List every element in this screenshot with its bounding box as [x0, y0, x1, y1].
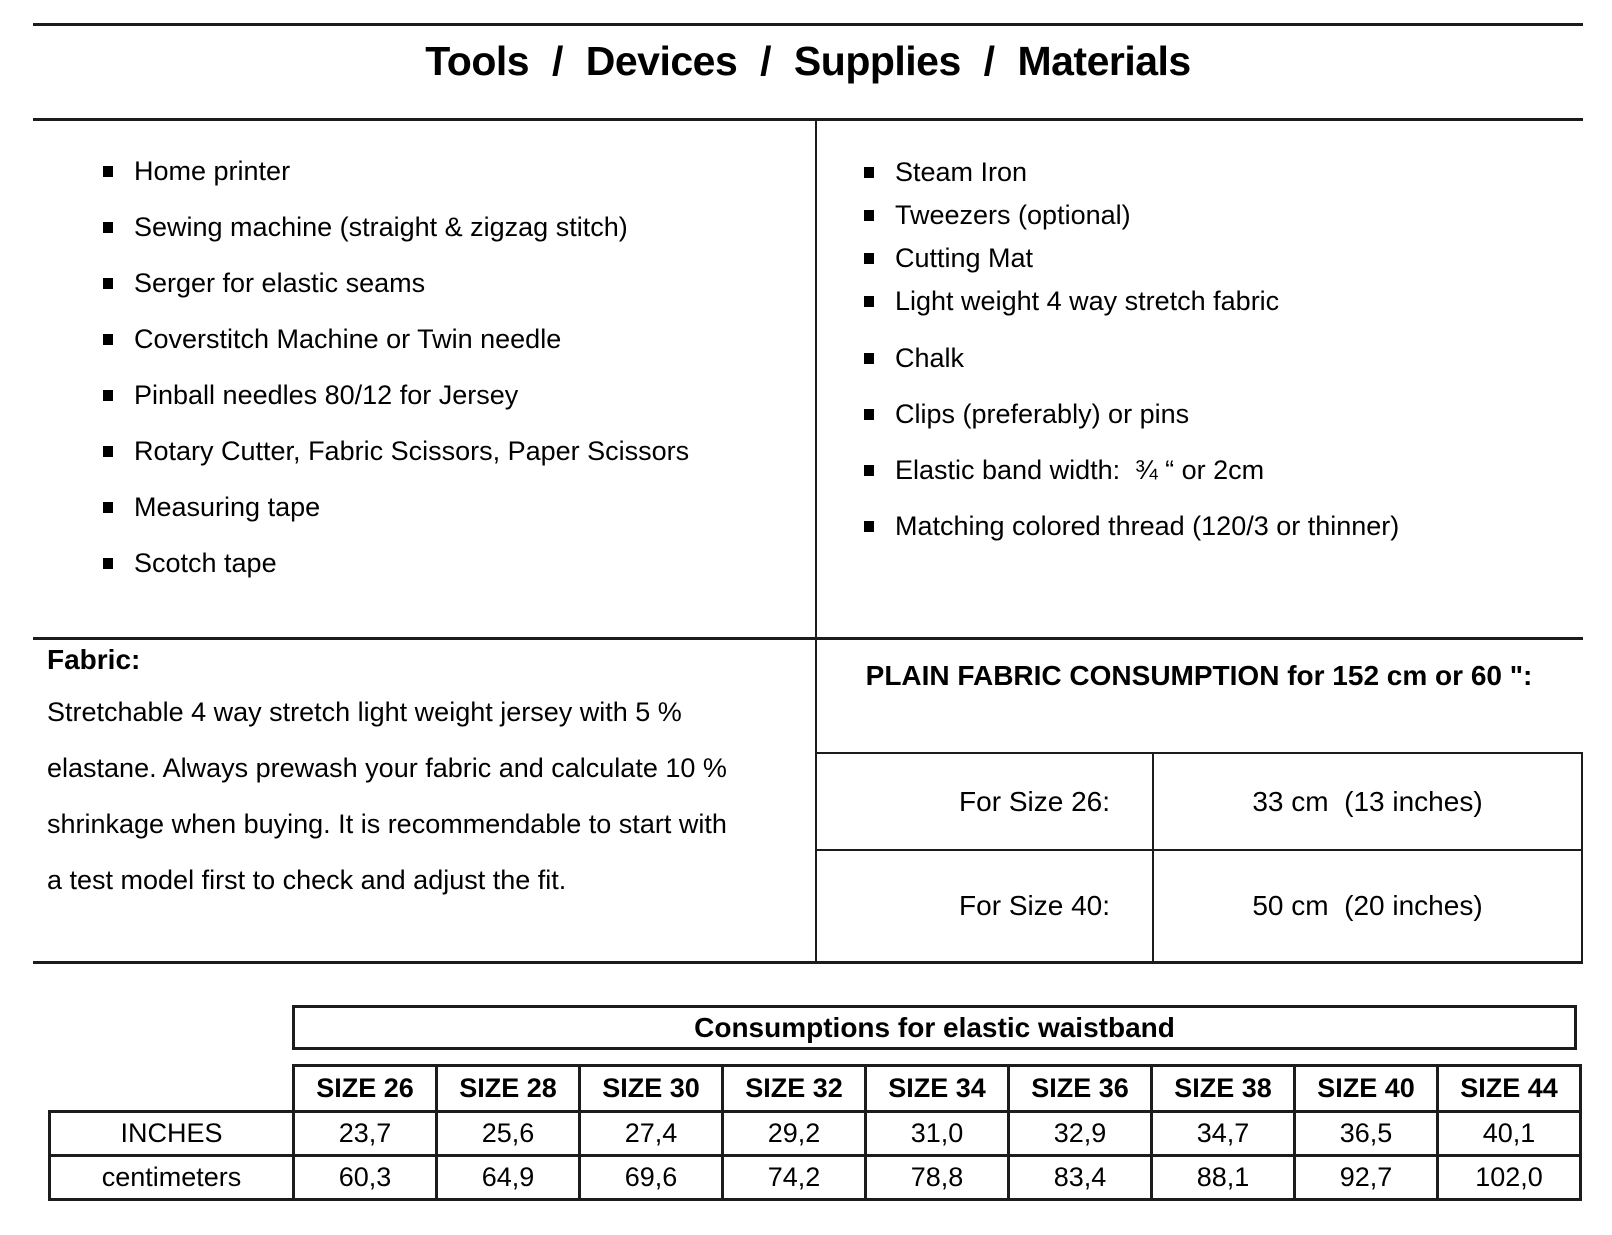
- consumption-row-label: For Size 26:: [817, 754, 1154, 851]
- consumption-row-value: 33 cm (13 inches): [1154, 754, 1581, 851]
- size-header: SIZE 28: [437, 1066, 580, 1112]
- tools-list-left: [103, 143, 689, 591]
- list-item: [103, 423, 689, 479]
- list-item: [864, 498, 1399, 554]
- table-cell: 102,0: [1438, 1156, 1581, 1200]
- table-cell: 88,1: [1152, 1156, 1295, 1200]
- list-item-label: Elastic band width: ¾ “ or 2cm: [895, 454, 1265, 485]
- size-header: SIZE 30: [580, 1066, 723, 1112]
- blank-cell: [50, 1066, 294, 1112]
- list-item-label: Tweezers (optional): [895, 200, 1131, 230]
- size-header: SIZE 44: [1438, 1066, 1581, 1112]
- fabric-description-line: shrinkage when buying. It is recommendable to start with: [47, 808, 727, 839]
- square-bullet-icon: [103, 334, 113, 345]
- list-item: [864, 194, 1279, 237]
- fabric-consumption-table: [815, 752, 1583, 963]
- list-item-label: Measuring tape: [134, 491, 321, 522]
- table-row: [50, 1066, 1581, 1112]
- list-item: [864, 280, 1279, 323]
- list-item: [103, 255, 689, 311]
- row-label: centimeters: [50, 1156, 294, 1200]
- list-item-label: Home printer: [134, 155, 291, 186]
- list-item-label: Steam Iron: [895, 157, 1028, 187]
- list-item: [103, 199, 689, 255]
- waistband-table: [48, 1064, 1582, 1201]
- size-header: SIZE 40: [1295, 1066, 1438, 1112]
- tools-list-right-lower: [864, 330, 1399, 554]
- square-bullet-icon: [864, 210, 874, 221]
- square-bullet-icon: [103, 558, 113, 569]
- table-cell: 23,7: [294, 1112, 437, 1156]
- row-label: INCHES: [50, 1112, 294, 1156]
- square-bullet-icon: [864, 253, 874, 264]
- table-row: [50, 1112, 1581, 1156]
- square-bullet-icon: [103, 166, 113, 177]
- table-cell: 83,4: [1009, 1156, 1152, 1200]
- fabric-heading: Fabric:: [47, 644, 141, 675]
- list-item-label: Rotary Cutter, Fabric Scissors, Paper Scissors: [134, 435, 690, 466]
- square-bullet-icon: [864, 296, 874, 307]
- list-item: [103, 311, 689, 367]
- fabric-consumption-heading: PLAIN FABRIC CONSUMPTION for 152 cm or 60 ":: [865, 660, 1533, 691]
- square-bullet-icon: [103, 446, 113, 457]
- list-item: [864, 386, 1399, 442]
- page-title: Tools / Devices / Supplies / Materials: [425, 38, 1191, 84]
- consumption-row-value: 50 cm (20 inches): [1252, 890, 1483, 921]
- square-bullet-icon: [103, 390, 113, 401]
- table-cell: 27,4: [580, 1112, 723, 1156]
- tools-list-right-upper: [864, 151, 1279, 323]
- table-cell: 36,5: [1295, 1112, 1438, 1156]
- size-header: SIZE 26: [294, 1066, 437, 1112]
- list-item-label: Clips (preferably) or pins: [895, 398, 1190, 429]
- fabric-description-line: elastane. Always prewash your fabric and calculate 10 %: [47, 752, 727, 783]
- rule-under-title: [33, 118, 1583, 121]
- list-item-label: Pinball needles 80/12 for Jersey: [134, 379, 519, 410]
- square-bullet-icon: [103, 222, 113, 233]
- list-item-label: Chalk: [895, 342, 965, 373]
- consumption-row-label: For Size 40:: [817, 851, 1154, 961]
- square-bullet-icon: [864, 167, 874, 178]
- square-bullet-icon: [103, 502, 113, 513]
- rule-top: [33, 23, 1583, 26]
- table-cell: 40,1: [1438, 1112, 1581, 1156]
- list-item: [864, 151, 1279, 194]
- table-cell: 60,3: [294, 1156, 437, 1200]
- list-item-label: Cutting Mat: [895, 243, 1034, 273]
- square-bullet-icon: [103, 278, 113, 289]
- waistband-table-heading: Consumptions for elastic waistband: [292, 1005, 1577, 1050]
- list-item-label: Sewing machine (straight & zigzag stitch): [134, 211, 628, 242]
- list-item-label: Serger for elastic seams: [134, 267, 426, 298]
- fabric-description-line: Stretchable 4 way stretch light weight jersey with 5 %: [47, 696, 682, 727]
- size-header: SIZE 36: [1009, 1066, 1152, 1112]
- table-cell: 34,7: [1152, 1112, 1295, 1156]
- square-bullet-icon: [864, 465, 874, 476]
- fabric-description-line: a test model first to check and adjust the fit.: [47, 864, 567, 895]
- list-item-label: Matching colored thread (120/3 or thinner): [895, 510, 1400, 541]
- size-header: SIZE 34: [866, 1066, 1009, 1112]
- table-cell: 29,2: [723, 1112, 866, 1156]
- list-item-label: Scotch tape: [134, 547, 277, 578]
- list-item: [103, 479, 689, 535]
- table-cell: 32,9: [1009, 1112, 1152, 1156]
- square-bullet-icon: [864, 409, 874, 420]
- list-item: [103, 143, 689, 199]
- size-header: SIZE 38: [1152, 1066, 1295, 1112]
- square-bullet-icon: [864, 521, 874, 532]
- fabric-description: [47, 684, 812, 908]
- list-item-label: Coverstitch Machine or Twin needle: [134, 323, 562, 354]
- size-header: SIZE 32: [723, 1066, 866, 1112]
- list-item: [864, 442, 1399, 498]
- list-item: [864, 330, 1399, 386]
- table-cell: 64,9: [437, 1156, 580, 1200]
- table-row: [50, 1156, 1581, 1200]
- list-item-label: Light weight 4 way stretch fabric: [895, 286, 1280, 316]
- table-cell: 78,8: [866, 1156, 1009, 1200]
- list-item: [864, 237, 1279, 280]
- table-cell: 31,0: [866, 1112, 1009, 1156]
- list-item: [103, 367, 689, 423]
- rule-mid: [33, 637, 1583, 640]
- table-cell: 74,2: [723, 1156, 866, 1200]
- table-cell: 69,6: [580, 1156, 723, 1200]
- list-item: [103, 535, 689, 591]
- square-bullet-icon: [864, 353, 874, 364]
- table-cell: 92,7: [1295, 1156, 1438, 1200]
- table-cell: 25,6: [437, 1112, 580, 1156]
